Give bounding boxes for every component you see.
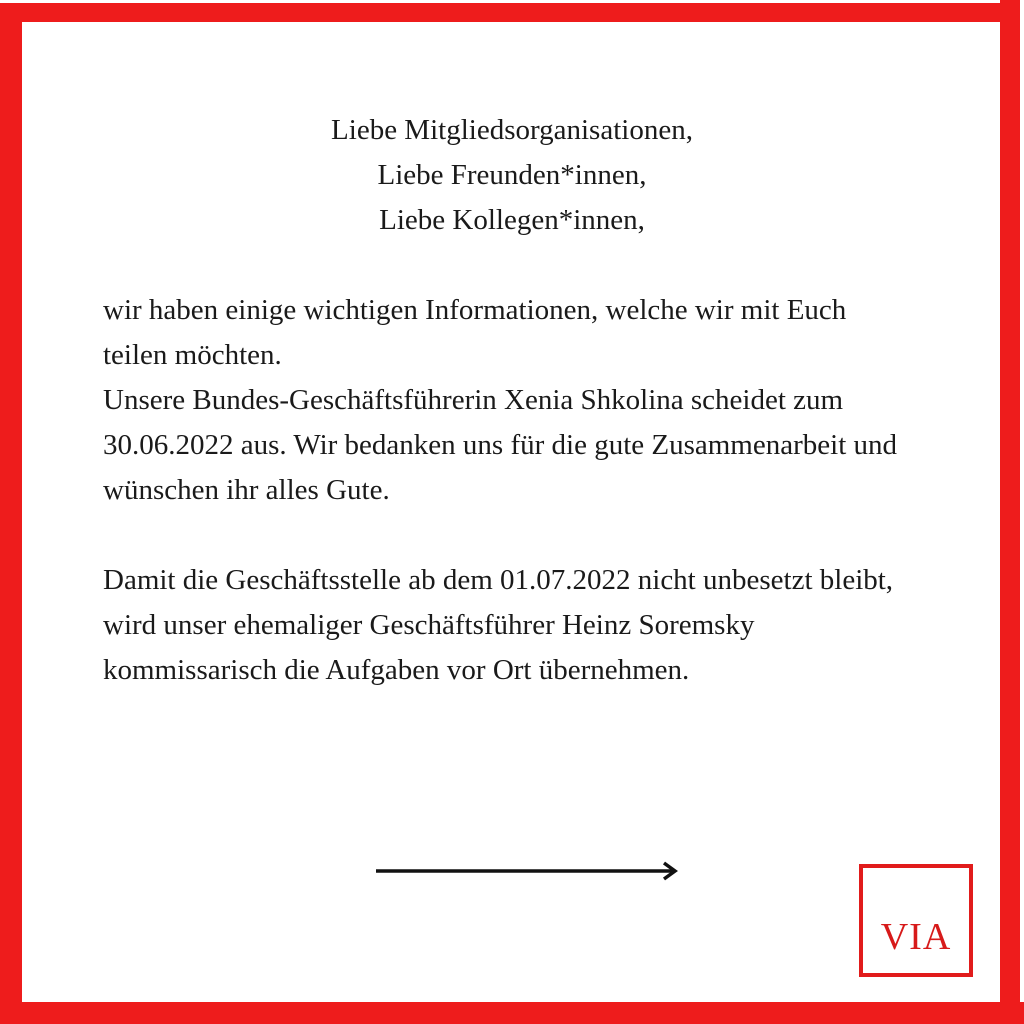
message-body [103,288,903,738]
frame-bottom [0,1002,1024,1024]
greeting-line: Liebe Freunden*innen, [377,159,647,191]
via-logo [859,864,973,977]
paragraph-departure: Unsere Bundes-Geschäftsführerin Xenia Shkolina scheidet zum 30.06.2022 aus. Wir bedanken uns für die gute Zusammenarbeit und wünschen ihr alles Gute. [103,384,898,506]
logo-text: VIA [880,916,952,958]
greeting-line: Liebe Mitgliedsorganisationen, [331,114,693,146]
paragraph-intro: wir haben einige wichtigen Informationen, welche wir mit Euch teilen möchten. [103,294,847,371]
greeting-line: Liebe Kollegen*innen, [379,204,645,236]
paragraph-interim: Damit die Geschäftsstelle ab dem 01.07.2022 nicht unbesetzt bleibt, wird unser ehemaliger Geschäftsführer Heinz Soremsky kommissarisch die Aufgaben vor Ort übernehmen. [103,564,894,686]
greeting [0,108,1024,243]
arrow-right-icon [376,860,681,882]
frame-top [0,3,1020,22]
